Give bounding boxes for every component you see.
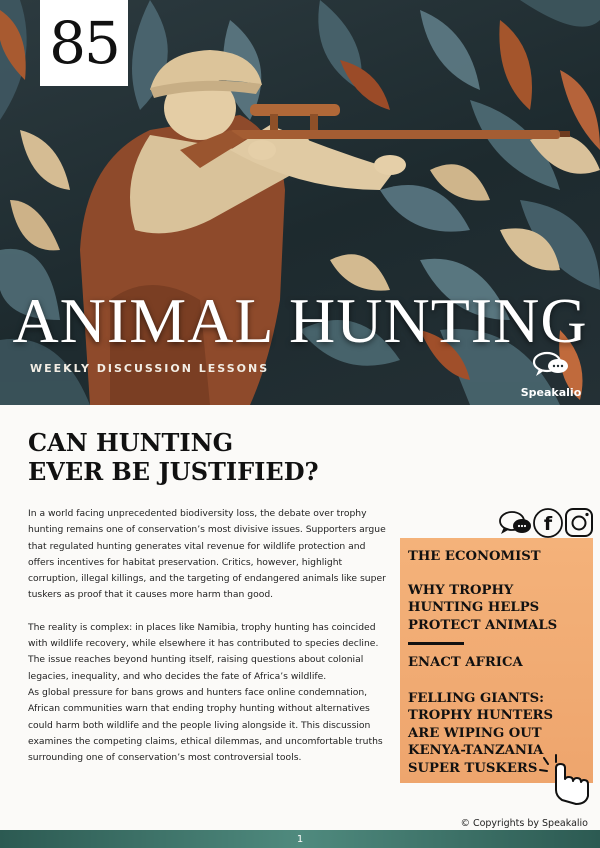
page-number: 1: [296, 833, 304, 845]
card-divider: [408, 642, 464, 645]
brand-name: Speakalio: [520, 386, 582, 399]
article-paragraph-3: As global pressure for bans grows and hunters face online condemnation, African communities warn that ending trophy hunting without alternatives could harm both wildlife and the people living alongside it. This discussion examines the competing claims, ethical dilemmas, and uncomfortable truths surrounding one of conservation’s most controversial tools.: [28, 686, 383, 764]
article-headline: [28, 428, 319, 486]
article-body: [28, 506, 390, 766]
speakalio-logo-icon: [531, 350, 571, 380]
issue-number: 85: [49, 9, 119, 77]
copyright-notice: © Copyrights by Speakalio: [460, 818, 588, 829]
sources-card: [400, 538, 593, 783]
source-link-2[interactable]: FELLING GIANTS: TROPHY HUNTERS ARE WIPING OUT KENYA-TANZANIA SUPER TUSKERS: [408, 690, 554, 776]
source-name-1: THE ECONOMIST: [408, 549, 541, 564]
headline-line-2: EVER BE JUSTIFIED?: [28, 457, 319, 486]
pointer-click-icon: [538, 754, 594, 806]
hero-banner: [0, 0, 600, 405]
footer-band: [0, 830, 600, 848]
instagram-icon[interactable]: [566, 509, 592, 536]
brand-logo: [510, 350, 592, 399]
hero-subtitle: WEEKLY DISCUSSION LESSONS: [30, 362, 270, 375]
source-link-1[interactable]: WHY TROPHY HUNTING HELPS PROTECT ANIMALS: [408, 582, 558, 633]
facebook-icon[interactable]: [534, 509, 562, 537]
headline-line-1: CAN HUNTING: [28, 428, 234, 457]
issue-number-box: [40, 0, 128, 86]
social-icons: [498, 506, 594, 542]
svg-text:f: f: [543, 513, 553, 535]
article-paragraph-2: The reality is complex: in places like Namibia, trophy hunting has coincided with wildlife recovery, while elsewhere it has contributed to species decline. The issue reaches beyond hunting itself, raising questions about colonial legacies, inequality, and who decides the fate of Africa’s wildlife.: [28, 621, 379, 682]
hero-title: ANIMAL HUNTING: [12, 285, 588, 356]
article-paragraph-1: In a world facing unprecedented biodiversity loss, the debate over trophy hunting remains one of conservation’s most divisive issues. Supporters argue that regulated hunting generates vital revenue for wildlife protection and offers incentives for habitat preservation. Critics, however, highlight corruption, illegal killings, and the targeting of endangered animals like super tuskers as proof that it causes more harm than good.: [28, 508, 386, 601]
chat-bubbles-icon[interactable]: [500, 512, 531, 534]
source-name-2: ENACT AFRICA: [408, 655, 523, 670]
